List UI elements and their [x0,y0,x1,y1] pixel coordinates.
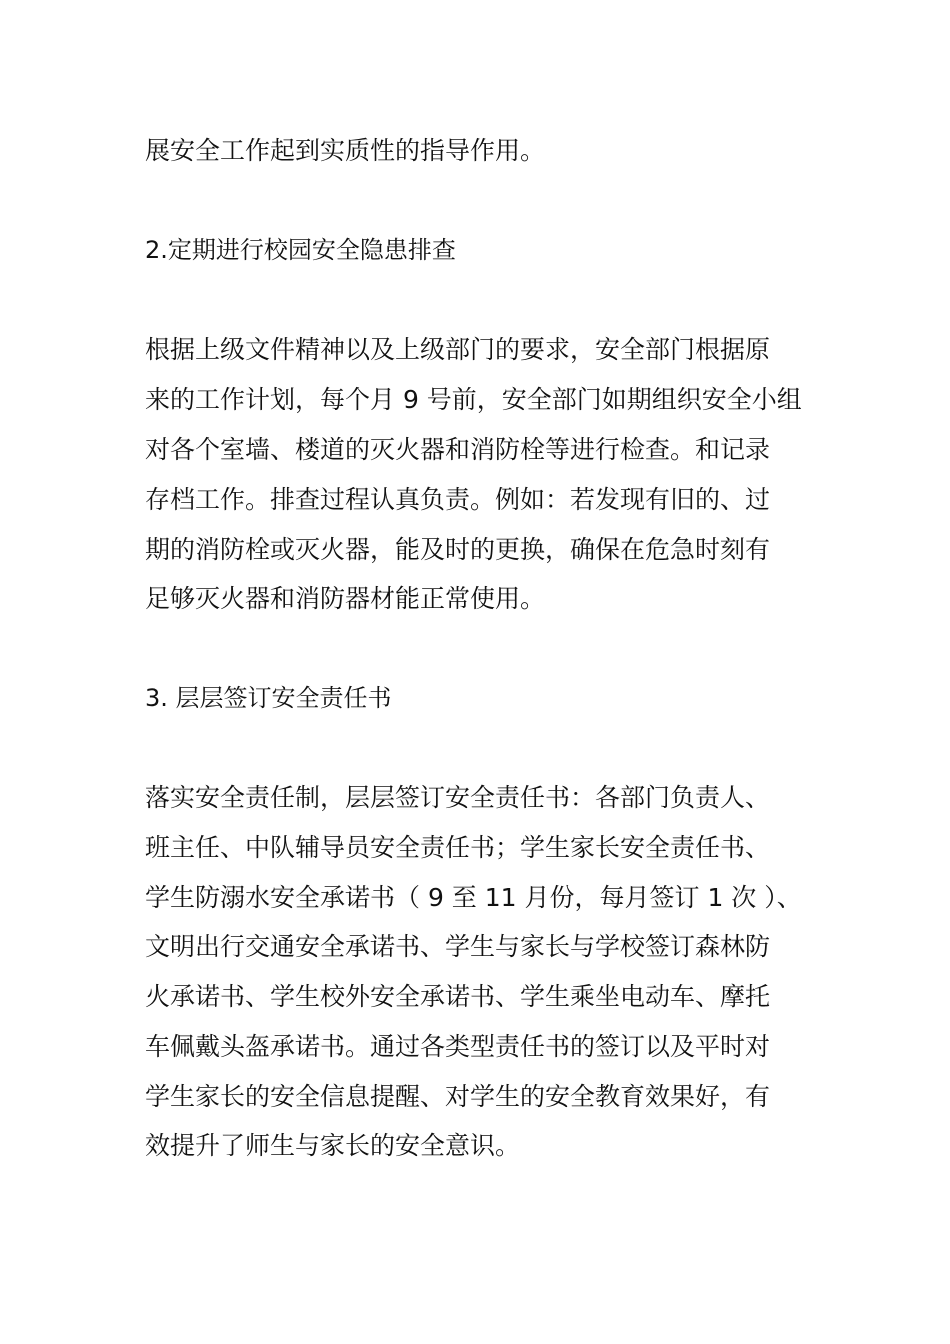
section-2-paragraph-line: 存档工作。排查过程认真负责。例如：若发现有旧的、过 [145,485,771,514]
section-2-paragraph-line: 足够灭火器和消防器材能正常使用。 [145,584,546,613]
section-2-paragraph-line: 对各个室墙、楼道的灭火器和消防栓等进行检查。和记录 [145,435,771,464]
section-3-paragraph-line: 班主任、中队辅导员安全责任书；学生家长安全责任书、 [145,833,771,862]
section-3-paragraph-line: 文明出行交通安全承诺书、学生与家长与学校签订森林防 [145,932,771,961]
section-3-paragraph-line: 落实安全责任制，层层签订安全责任书：各部门负责人、 [145,783,771,812]
section-2-heading: 2.定期进行校园安全隐患排查 [145,236,456,264]
section-3-paragraph-line: 效提升了师生与家长的安全意识。 [145,1131,521,1160]
section-3-paragraph-line: 学生家长的安全信息提醒、对学生的安全教育效果好，有 [145,1082,771,1111]
intro-text-line: 展安全工作起到实质性的指导作用。 [145,136,546,165]
section-2-paragraph-line: 根据上级文件精神以及上级部门的要求，安全部门根据原 [145,335,771,364]
section-3-paragraph-line: 学生防溺水安全承诺书（ 9 至 11 月份，每月签订 1 次 ）、 [145,883,802,912]
section-2-paragraph-line: 来的工作计划，每个月 9 号前，安全部门如期组织安全小组 [145,385,802,414]
section-2-paragraph-line: 期的消防栓或灭火器，能及时的更换，确保在危急时刻有 [145,535,771,564]
section-3-paragraph-line: 火承诺书、学生校外安全承诺书、学生乘坐电动车、摩托 [145,982,771,1011]
section-3-paragraph-line: 车佩戴头盔承诺书。通过各类型责任书的签订以及平时对 [145,1032,771,1061]
section-3-heading: 3. 层层签订安全责任书 [145,684,392,712]
